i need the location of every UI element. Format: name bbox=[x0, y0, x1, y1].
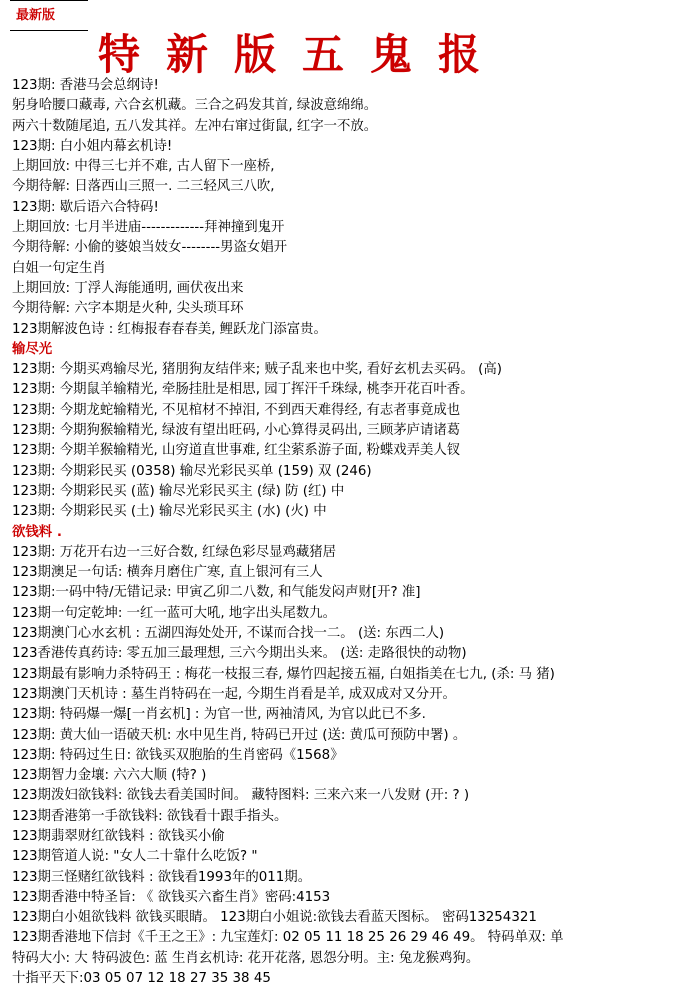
text-line: 上期回放: 中得三七并不难, 古人留下一座桥, bbox=[12, 159, 275, 175]
text-line: 123期: 万花开右边一三好合数, 红绿色彩尽显鸡藏猪居 bbox=[12, 544, 337, 560]
text-line: 123期: 今期彩民买 (土) 输尽光彩民买主 (水) (火) 中 bbox=[12, 504, 327, 520]
text-line: 123期香港地下信封《千王之王》: 九宝莲灯: 02 05 11 18 25 26 29 46 49。 特码单双: 单 bbox=[12, 930, 564, 946]
page-title: 特新版五鬼报 bbox=[98, 30, 507, 79]
text-line: 123期: 歇后语六合特码! bbox=[12, 199, 159, 215]
text-line: 123期:一码中特/无错记录: 甲寅乙卯二八数, 和气能发闷声财[开? 准] bbox=[12, 585, 421, 601]
text-line: 特码大小: 大 特码波色: 蓝 生肖玄机诗: 花开花落, 恩怨分明。主: 兔龙猴鸡狗。 bbox=[12, 950, 480, 966]
text-line: 十指平天下:03 05 07 12 18 27 35 38 45 bbox=[12, 971, 271, 987]
text-line: 123期: 今期鼠羊输精光, 牵肠挂肚是相思, 园丁挥汗千珠绿, 桃李开花百叶香。 bbox=[12, 382, 474, 398]
text-line: 123期: 今期羊猴输精光, 山穷道直世事难, 红尘萦系游子面, 粉蝶戏弄美人钗 bbox=[12, 443, 461, 459]
text-line: 123期白小姐欲钱料 欲钱买眼睛。 123期白小姐说:欲钱去看蓝天图标。 密码13254321 bbox=[12, 910, 537, 926]
text-line: 123期: 特码爆一爆[一肖玄机] : 为官一世, 两袖清风, 为官以此已不多. bbox=[12, 707, 426, 723]
text-line: 123期管道人说: "女人二十靠什么吃饭? " bbox=[12, 849, 258, 865]
text-line: 123期澳足一句话: 横奔月磨住广寒, 直上银河有三人 bbox=[12, 565, 323, 581]
text-line: 123期: 今期彩民买 (0358) 输尽光彩民买单 (159) 双 (246) bbox=[12, 463, 372, 479]
text-line: 123期: 今期买鸡输尽光, 猪朋狗友结伴来; 贼子乱来也中奖, 看好玄机去买码。 (高) bbox=[12, 362, 502, 378]
text-line: 123期: 今期彩民买 (蓝) 输尽光彩民买主 (绿) 防 (红) 中 bbox=[12, 483, 345, 499]
text-line: 123期香港第一手欲钱料: 欲钱看十跟手指头。 bbox=[12, 808, 288, 824]
text-line: 123期: 香港马会总纲诗! bbox=[12, 78, 159, 93]
text-line: 123期: 黄大仙一语破天机: 水中见生肖, 特码已开过 (送: 黄瓜可预防中署) 。 bbox=[12, 727, 467, 743]
text-line: 123期解波色诗 : 红梅报春春春美, 鲤跃龙门添富贵。 bbox=[12, 321, 327, 337]
header-rule-bottom bbox=[10, 30, 88, 31]
text-line: 今期待解: 六字本期是火种, 尖头琐耳环 bbox=[12, 301, 244, 317]
text-line: 两六十数随尾追, 五八发其祥。左冲右窜过街鼠, 红字一不放。 bbox=[12, 118, 378, 134]
text-line: 123期三怪赌红欲钱料 : 欲钱看1993年的011期。 bbox=[12, 869, 312, 885]
text-line: 123期澳门天机诗 : 墓生肖特码在一起, 今期生肖看是羊, 成双成对又分开。 bbox=[12, 686, 456, 702]
text-line: 123期: 白小姐内幕玄机诗! bbox=[12, 138, 173, 154]
text-line: 123期一句定乾坤: 一红一蓝可大吼, 地字出头尾数九。 bbox=[12, 605, 337, 621]
text-line: 123期最有影响力杀特码王 : 梅花一枝报三春, 爆竹四起接五福, 白姐指美在七九, (杀: 马 猪) bbox=[12, 666, 555, 682]
text-line: 上期回放: 七月半进庙-------------拜神撞到鬼开 bbox=[12, 220, 285, 236]
section-heading: 输尽光 bbox=[12, 341, 53, 357]
section-heading: 欲钱料 . bbox=[12, 524, 62, 540]
text-line: 123期泼妇欲钱料: 欲钱去看美国时间。 藏特图料: 三来六来一八发财 (开: ? ) bbox=[12, 788, 470, 804]
article-body bbox=[12, 76, 684, 989]
edition-tag: 最新版 bbox=[16, 8, 56, 23]
text-line: 123期澳门心水玄机 : 五湖四海处处开, 不谋而合找一二。 (送: 东西二人) bbox=[12, 626, 445, 642]
text-line: 白姐一句定生肖 bbox=[12, 260, 106, 276]
text-line: 123期: 今期狗猴输精光, 绿波有望出旺码, 小心算得灵码出, 三顾茅庐请诸葛 bbox=[12, 423, 461, 439]
text-line: 123期: 今期龙蛇输精光, 不见棺材不掉泪, 不到西天难得经, 有志者事竟成也 bbox=[12, 402, 461, 418]
text-line: 123期翡翠财红欲钱料 : 欲钱买小偷 bbox=[12, 828, 225, 844]
text-line: 躬身哈腰口藏毒, 六合玄机藏。三合之码发其首, 绿波意绵绵。 bbox=[12, 98, 378, 114]
text-line: 今期待解: 小偷的婆娘当妓女--------男盗女娼开 bbox=[12, 240, 288, 256]
text-line: 123香港传真药诗: 零五加三最理想, 三六今期出头来。 (送: 走路很快的动物) bbox=[12, 646, 467, 662]
text-line: 123期智力金壤: 六六大顺 (特? ) bbox=[12, 768, 207, 784]
text-line: 123期香港中特圣旨: 《 欲钱买六畜生肖》密码:4153 bbox=[12, 889, 331, 905]
text-line: 上期回放: 丁浮人海能通明, 画伏夜出来 bbox=[12, 280, 244, 296]
text-line: 123期: 特码过生日: 欲钱买双胞胎的生肖密码《1568》 bbox=[12, 747, 344, 763]
header-rule-top bbox=[10, 0, 88, 1]
text-line: 今期待解: 日落西山三照一. 二三轻风三八吹, bbox=[12, 179, 275, 195]
